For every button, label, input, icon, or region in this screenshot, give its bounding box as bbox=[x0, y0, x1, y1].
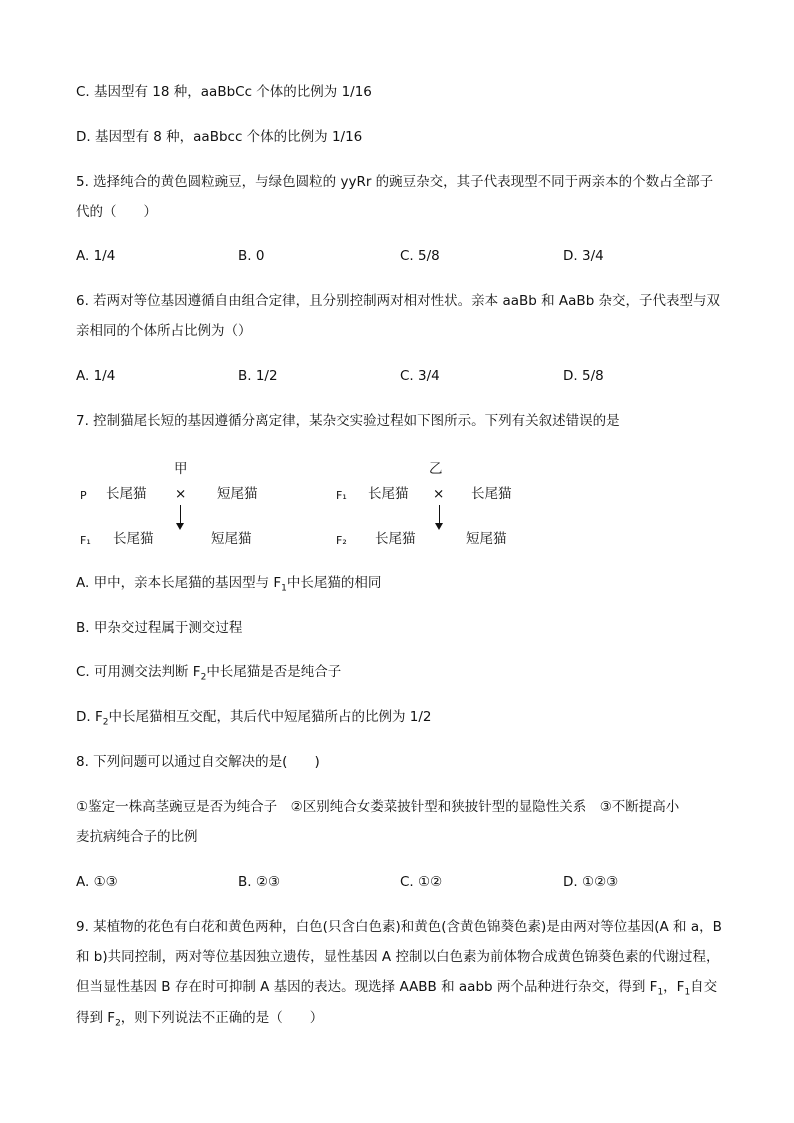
yi-arrow-down-icon bbox=[439, 505, 440, 524]
q4-option-c: C. 基因型有 18 种，aaBbCc 个体的比例为 1/16 bbox=[76, 84, 372, 100]
jia-offspring-long-cat: 长尾猫 bbox=[113, 531, 154, 547]
q7-option-d-text-end: 中长尾猫相互交配，其后代中短尾猫所占的比例为 1/2 bbox=[108, 709, 432, 725]
q6-stem-line2: 亲相同的个体所占比例为（） bbox=[76, 323, 252, 339]
q5-stem-line2: 代的（ ） bbox=[76, 204, 157, 220]
q5-stem-line1: 5. 选择纯合的黄色圆粒豌豆，与绿色圆粒的 yyRr 的豌豆杂交，其子代表现型不同于两亲本的个数占全部子 bbox=[76, 174, 714, 190]
q9-line3-text: 但当显性基因 B 存在时可抑制 A 基因的表达。现选择 AABB 和 aabb 两个品种进行杂交，得到 F bbox=[76, 979, 658, 995]
q7-option-a bbox=[76, 573, 736, 599]
yi-offspring-long-cat: 长尾猫 bbox=[375, 531, 416, 547]
yi-cross-sign: × bbox=[433, 486, 445, 502]
q8-option-c: C. ①② bbox=[400, 874, 443, 890]
cross-label-yi: 乙 bbox=[429, 461, 443, 477]
q7-stem: 7. 控制猫尾长短的基因遵循分离定律，某杂交实验过程如下图所示。下列有关叙述错误的是 bbox=[76, 413, 620, 429]
q9-line4-text: 得到 F bbox=[76, 1010, 116, 1026]
q9-stem-line2: 和 b)共同控制，两对等位基因独立遗传，显性基因 A 控制以白色素为前体物合成黄色锦葵色素的代谢过程， bbox=[76, 949, 720, 965]
q6-option-c: C. 3/4 bbox=[400, 368, 440, 384]
q7-option-c bbox=[76, 662, 736, 688]
q9-line4-sub: 2 bbox=[115, 1018, 121, 1029]
q5-option-c: C. 5/8 bbox=[400, 248, 440, 264]
q6-option-b: B. 1/2 bbox=[238, 368, 278, 384]
q7-option-d bbox=[76, 707, 736, 733]
jia-arrow-down-icon bbox=[180, 505, 181, 524]
q5-option-a: A. 1/4 bbox=[76, 248, 116, 264]
q8-items-line2: 麦抗病纯合子的比例 bbox=[76, 829, 198, 845]
q7-option-c-text-end: 中长尾猫是否是纯合子 bbox=[206, 664, 342, 680]
jia-offspring-short-cat: 短尾猫 bbox=[211, 531, 252, 547]
q7-option-b: B. 甲杂交过程属于测交过程 bbox=[76, 620, 243, 636]
q9-line3-sub1: 1 bbox=[657, 987, 664, 998]
q9-line3-mid: ，F bbox=[663, 979, 685, 995]
jia-cross-sign: × bbox=[175, 486, 187, 502]
q6-stem-line1: 6. 若两对等位基因遵循自由组合定律，且分别控制两对相对性状。亲本 aaBb 和 AaBb 杂交，子代表型与双 bbox=[76, 293, 721, 309]
q6-options bbox=[76, 366, 736, 386]
q7-option-a-sub: 1 bbox=[281, 583, 287, 594]
q6-option-d: D. 5/8 bbox=[563, 368, 604, 384]
q7-option-a-text: A. 甲中，亲本长尾猫的基因型与 F bbox=[76, 575, 282, 591]
q8-option-d: D. ①②③ bbox=[563, 874, 619, 890]
yi-offspring-short-cat: 短尾猫 bbox=[466, 531, 507, 547]
q9-stem-line3 bbox=[76, 977, 736, 1003]
q7-option-d-text: D. F bbox=[76, 709, 103, 725]
q9-stem-line1: 9. 某植物的花色有白花和黄色两种，白色(只含白色素)和黄色(含黄色锦葵色素)是由两对等位基因(A 和 a，B bbox=[76, 919, 722, 935]
q8-option-b: B. ②③ bbox=[238, 874, 281, 890]
q7-option-c-text: C. 可用测交法判断 F bbox=[76, 664, 201, 680]
q7-option-a-text-end: 中长尾猫的相同 bbox=[286, 575, 382, 591]
q8-stem: 8. 下列问题可以通过自交解决的是( ) bbox=[76, 754, 320, 770]
q7-option-c-sub: 2 bbox=[200, 672, 207, 683]
q5-options bbox=[76, 246, 736, 266]
q9-line3-sub2: 1 bbox=[684, 987, 691, 998]
q9-line3-end: 自交 bbox=[690, 979, 718, 995]
q9-stem-line4 bbox=[76, 1008, 736, 1034]
q8-options bbox=[76, 872, 736, 892]
q4-option-d: D. 基因型有 8 种，aaBbcc 个体的比例为 1/16 bbox=[76, 129, 363, 145]
generation-p-label: P bbox=[80, 489, 87, 502]
q8-option-a: A. ①③ bbox=[76, 874, 118, 890]
generation-f2-label: F₂ bbox=[336, 534, 347, 547]
cross-label-jia: 甲 bbox=[174, 461, 188, 477]
jia-parent-short-cat: 短尾猫 bbox=[217, 486, 258, 502]
q8-items-line1: ①鉴定一株高茎豌豆是否为纯合子 ②区别纯合女娄菜披针型和狭披针型的显隐性关系 ③不断提高小 bbox=[76, 799, 680, 815]
q5-option-d: D. 3/4 bbox=[563, 248, 604, 264]
q9-line4-end: ，则下列说法不正确的是（ ） bbox=[120, 1010, 324, 1026]
jia-parent-long-cat: 长尾猫 bbox=[106, 486, 147, 502]
yi-parent-long-cat-2: 长尾猫 bbox=[471, 486, 512, 502]
yi-parent-long-cat-1: 长尾猫 bbox=[368, 486, 409, 502]
generation-f1-label-jia: F₁ bbox=[80, 534, 91, 547]
q6-option-a: A. 1/4 bbox=[76, 368, 116, 384]
generation-f1-label-yi: F₁ bbox=[336, 489, 347, 502]
q5-option-b: B. 0 bbox=[238, 248, 265, 264]
q7-option-d-sub: 2 bbox=[102, 717, 109, 728]
